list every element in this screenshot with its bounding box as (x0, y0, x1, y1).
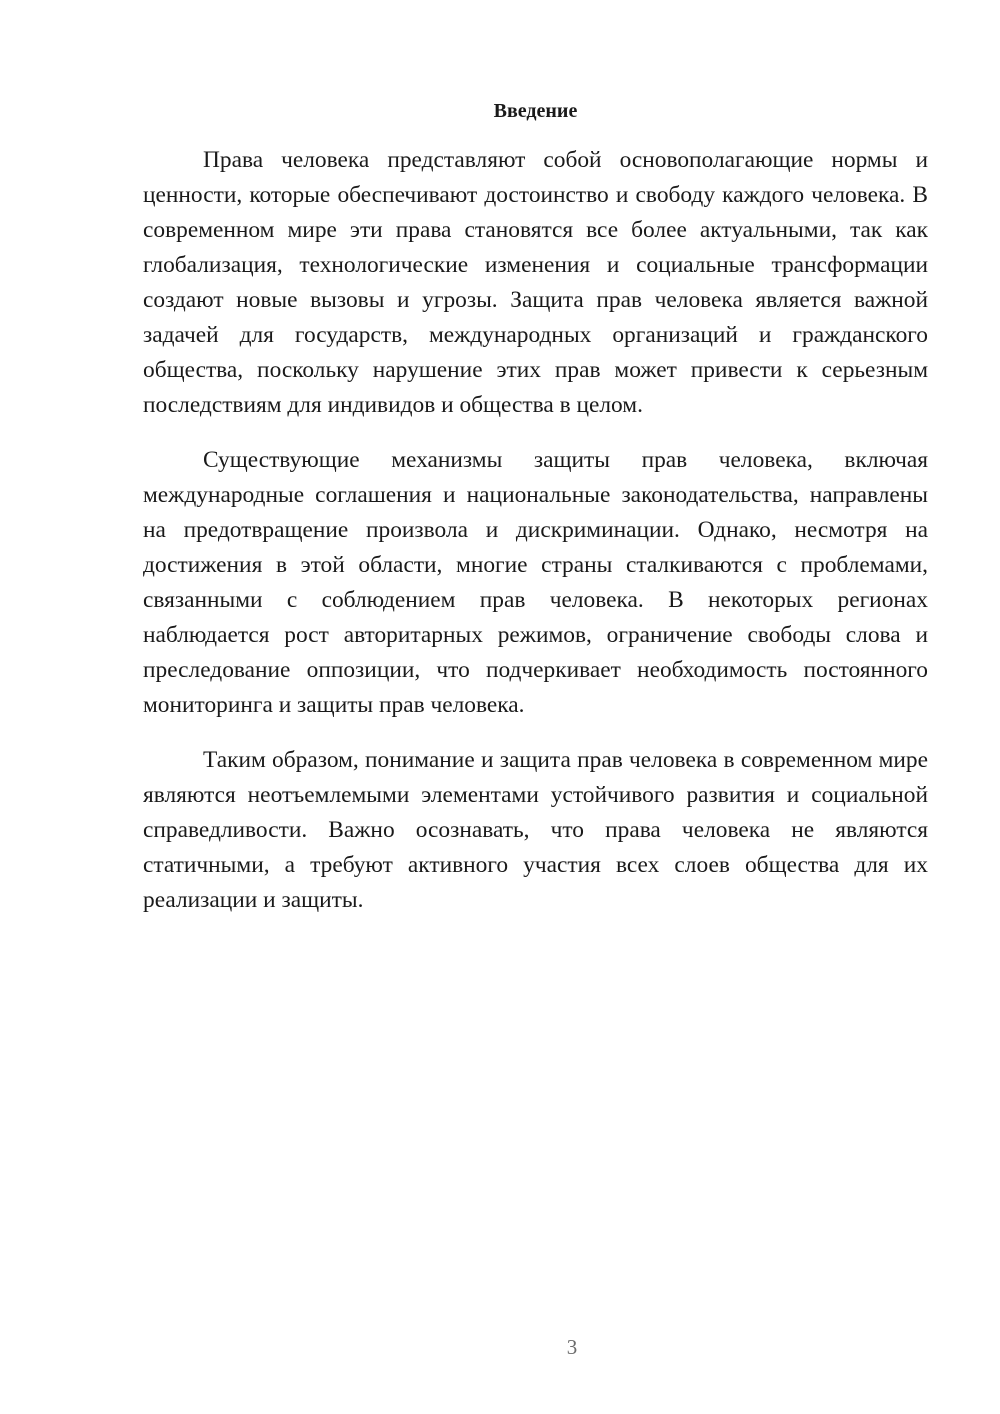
paragraph-1: Права человека представляют собой основополагающие нормы и ценности, которые обеспечивают достоинство и свободу каждого человека. В современном мире эти права становятся все более актуальными, так как глобализация, технологические изменения и социальные трансформации создают новые вызовы и угрозы. Защита прав человека является важной задачей для государств, международных организаций и гражданского общества, поскольку нарушение этих прав может привести к серьезным последствиям для индивидов и общества в целом. (143, 147, 928, 418)
page-number: 3 (566, 1335, 578, 1359)
paragraph-3: Таким образом, понимание и защита прав человека в современном мире являются неотъемлемыми элементами устойчивого развития и социальной справедливости. Важно осознавать, что права человека не являются статичными, а требуют активного участия всех слоев общества для их реализации и защиты. (143, 747, 928, 913)
paragraph-2: Существующие механизмы защиты прав человека, включая международные соглашения и национальные законодательства, направлены на предотвращение произвола и дискриминации. Однако, несмотря на достижения в этой области, многие страны сталкиваются с проблемами, связанными с соблюдением прав человека. В некоторых регионах наблюдается рост авторитарных режимов, ограничение свободы слова и преследование оппозиции, что подчеркивает необходимость постоянного мониторинга и защиты прав человека. (143, 447, 928, 718)
body-text (143, 143, 928, 938)
page-title: Введение (493, 100, 578, 122)
